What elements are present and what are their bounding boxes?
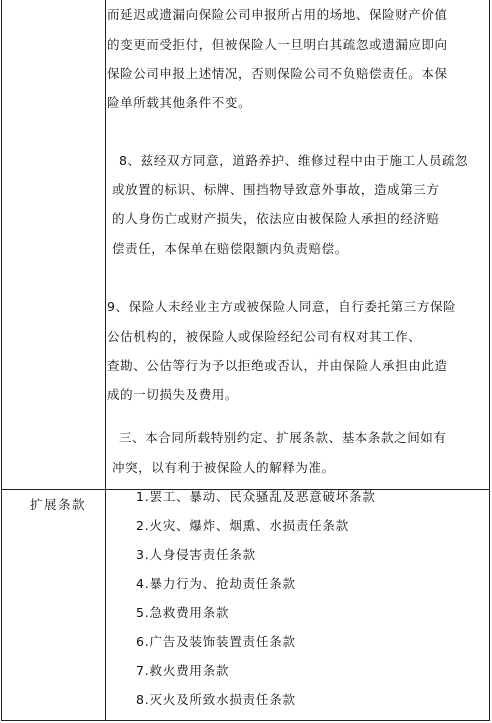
extension-item: 5.急救费用条款 bbox=[136, 605, 230, 620]
clause-line: 险单所载其他条件不变。 bbox=[107, 95, 252, 110]
extension-item: 6.广告及装饰装置责任条款 bbox=[136, 634, 296, 649]
clause-line: 而延迟或遗漏向保险公司申报所占用的场地、保险财产价值 bbox=[107, 7, 448, 22]
clause-8-line: 或放置的标识、标牌、围挡物导致意外事故，造成第三方 bbox=[112, 182, 440, 197]
clause-8-line: 的人身伤亡或财产损失，依法应由被保险人承担的经济赔 bbox=[112, 211, 440, 226]
extension-item: 8.灭火及所致水损责任条款 bbox=[136, 692, 296, 707]
extension-item: 1.罢工、暴动、民众骚乱及恶意破坏条款 bbox=[136, 489, 376, 504]
clause-3-line: 三、本合同所载特别约定、扩展条款、基本条款之间如有 bbox=[119, 430, 447, 445]
extension-item: 3.人身侵害责任条款 bbox=[136, 547, 256, 562]
clause-9-line: 成的一切损失及费用。 bbox=[107, 387, 239, 402]
clause-8-line: 8、兹经双方同意，道路养护、维修过程中由于施工人员疏忽 bbox=[119, 153, 469, 168]
extension-item: 7.救火费用条款 bbox=[136, 663, 230, 678]
extension-item: 4.暴力行为、抢劫责任条款 bbox=[136, 576, 296, 591]
clause-8-line: 偿责任，本保单在赔偿限额内负责赔偿。 bbox=[112, 241, 348, 256]
clause-9-line: 查勘、公估等行为予以拒绝或否认，并由保险人承担由此造 bbox=[107, 358, 448, 373]
clause-table bbox=[1, 0, 490, 721]
clause-3-line: 冲突，以有利于被保险人的解释为准。 bbox=[112, 460, 335, 475]
clause-line: 的变更而受拒付，但被保险人一旦明白其疏忽或遗漏应即向 bbox=[107, 37, 448, 52]
extension-item: 2.火灾、爆炸、烟熏、水损责任条款 bbox=[136, 518, 350, 533]
extension-label: 扩展条款 bbox=[30, 497, 87, 512]
column-divider bbox=[105, 0, 106, 721]
clause-9-line: 9、保险人未经业主方或被保险人同意，自行委托第三方保险 bbox=[107, 299, 457, 314]
clause-line: 保险公司申报上述情况，否则保险公司不负赔偿责任。本保 bbox=[107, 66, 448, 81]
clause-9-line: 公估机构的，被保险人或保险经纪公司有权对其工作、 bbox=[107, 329, 422, 344]
